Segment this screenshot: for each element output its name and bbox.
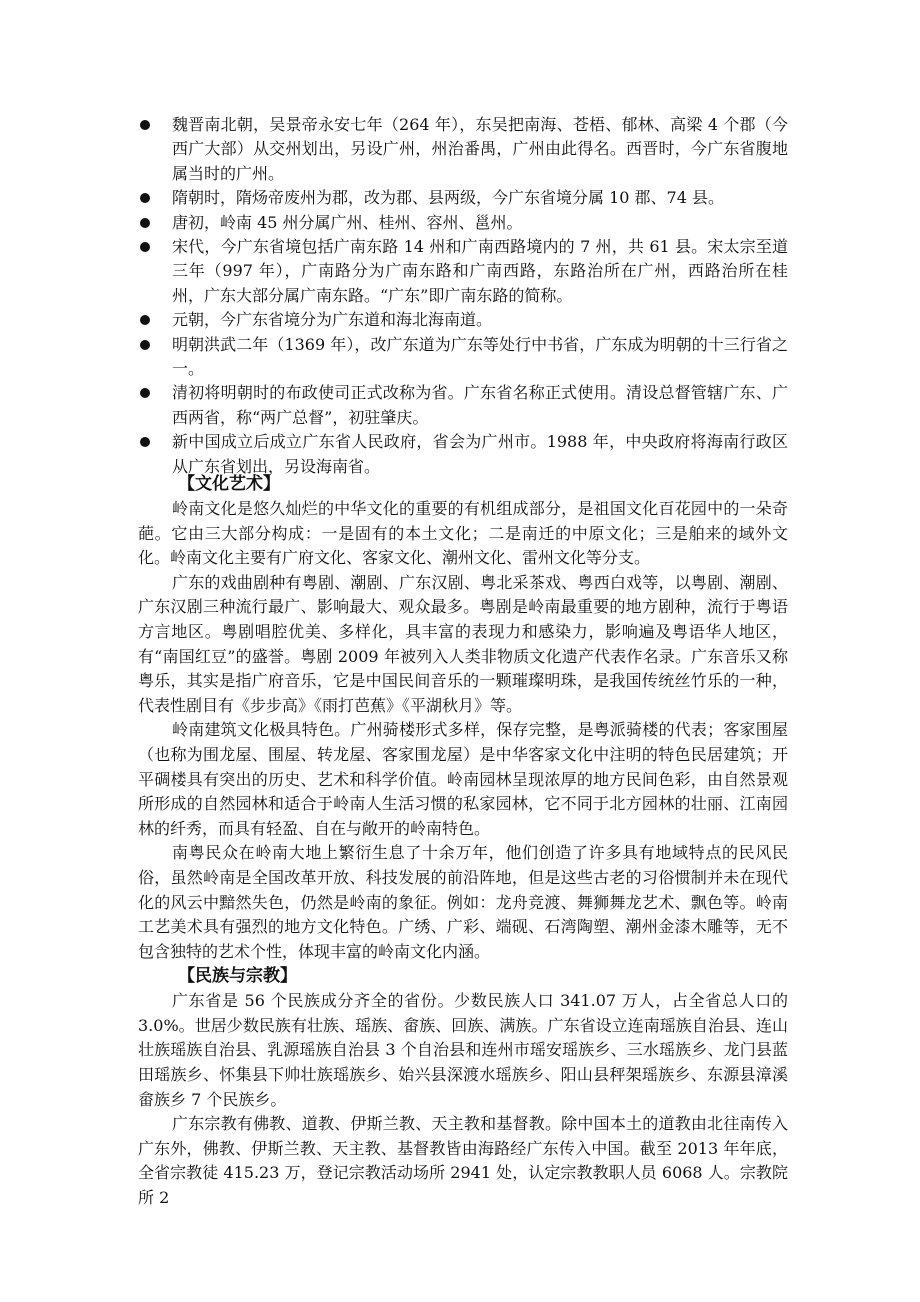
list-item [138, 381, 788, 430]
body-sections [138, 472, 788, 1211]
list-item-text: 隋朝时，隋炀帝废州为郡，改为郡、县两级，今广东省境分属 10 郡、74 县。 [172, 188, 724, 208]
list-item [138, 186, 788, 210]
paragraph: 岭南文化是悠久灿烂的中华文化的重要的有机组成部分，是祖国文化百花园中的一朵奇葩。它由三大部分构成：一是固有的本土文化；二是南迁的中原文化；三是舶来的域外文化。岭南文化主要有广府文化、客家文化、潮州文化、雷州文化等分支。 [138, 499, 788, 568]
bullet-icon [140, 193, 150, 203]
bullet-icon [140, 340, 150, 350]
history-bullet-list [138, 113, 788, 479]
paragraph: 岭南建筑文化极具特色。广州骑楼形式多样，保存完整，是粤派骑楼的代表；客家围屋（也称为围龙屋、围屋、转龙屋、客家围龙屋）是中华客家文化中注明的特色民居建筑；开平碉楼具有突出的历史、艺术和科学价值。岭南园林呈现浓厚的地方民间色彩，由自然景观所形成的自然园林和适合于岭南人生活习惯的私家园林，它不同于北方园林的壮丽、江南园林的纤秀，而具有轻盈、自在与敞开的岭南特色。 [138, 720, 788, 838]
list-item-text: 清初将明朝时的布政使司正式改称为省。广东省名称正式使用。清设总督管辖广东、广西两省，称“两广总督”，初驻肇庆。 [172, 383, 788, 427]
list-item-text: 元朝，今广东省境分为广东道和海北海南道。 [172, 310, 493, 330]
bullet-icon [140, 388, 150, 398]
paragraph: 南粤民众在岭南大地上繁衍生息了十余万年，他们创造了许多具有地域特点的民风民俗，虽然岭南是全国改革开放、科技发展的前沿阵地，但是这些古老的习俗惯制并未在现代化的风云中黯然失色，仍然是岭南的象征。例如：龙舟竞渡、舞狮舞龙艺术、飘色等。岭南工艺美术具有强烈的地方文化特色。广绣、广彩、端砚、石湾陶塑、潮州金漆木雕等，无不包含独特的艺术个性，体现丰富的岭南文化内涵。 [138, 843, 788, 961]
list-item-text: 新中国成立后成立广东省人民政府，省会为广州市。1988 年，中央政府将海南行政区从广东省划出，另设海南省。 [172, 432, 788, 476]
list-item-text: 宋代，今广东省境包括广南东路 14 州和广南西路境内的 7 州，共 61 县。宋太宗至道三年（997 年），广南路分为广南东路和广南西路，东路治所在广州，西路治所在桂州，广东大部分属广南东路。“广东”即广南东路的简称。 [172, 237, 788, 305]
list-item [138, 308, 788, 332]
paragraph: 广东的戏曲剧种有粤剧、潮剧、广东汉剧、粤北采茶戏、粤西白戏等，以粤剧、潮剧、广东汉剧三种流行最广、影响最大、观众最多。粤剧是岭南最重要的地方剧种，流行于粤语方言地区。粤剧唱腔优美、多样化，具丰富的表现力和感染力，影响遍及粤语华人地区，有“南国红豆”的盛誉。粤剧 2009 年被列入人类非物质文化遗产代表作名录。广东音乐又称粤乐，其实是指广府音乐，它是中国民间音乐的一颗璀璨明珠，是我国传统丝竹乐的一种，代表性剧目有《步步高》《雨打芭蕉》《平湖秋月》等。 [138, 572, 788, 715]
paragraph: 广东宗教有佛教、道教、伊斯兰教、天主教和基督教。除中国本土的道教由北往南传入广东外，佛教、伊斯兰教、天主教、基督教皆由海路经广东传入中国。截至 2013 年年底，全省宗教徒 415.23 万，登记宗教活动场所 2941 处，认定宗教教职人员 6068 人。宗教院所 2 [138, 1114, 788, 1208]
bullet-icon [140, 218, 150, 228]
section-heading-ethnic-religion: 【民族与宗教】 [178, 966, 297, 987]
bullet-icon [140, 315, 150, 325]
bullet-icon [140, 120, 150, 130]
list-item-text: 唐初，岭南 45 州分属广州、桂州、容州、邕州。 [172, 212, 523, 232]
section-heading-culture: 【文化艺术】 [178, 474, 280, 494]
list-item [138, 211, 788, 235]
bullet-icon [140, 242, 150, 252]
list-item [138, 333, 788, 382]
list-item [138, 235, 788, 308]
list-item-text: 明朝洪武二年（1369 年），改广东道为广东等处行中书省，广东成为明朝的十三行省之一。 [172, 334, 788, 379]
list-item-text: 魏晋南北朝，吴景帝永安七年（264 年），东吴把南海、苍梧、郁林、高梁 4 个郡（今西广大部）从交州划出，另设广州，州治番禺，广州由此得名。西晋时，今广东省腹地属当时的广州。 [172, 115, 788, 183]
paragraph: 广东省是 56 个民族成分齐全的省份。少数民族人口 341.07 万人，占全省总人口的 3.0%。世居少数民族有壮族、瑶族、畲族、回族、满族。广东省设立连南瑶族自治县、连山壮族瑶族自治县、乳源瑶族自治县 3 个自治县和连州市瑶安瑶族乡、三水瑶族乡、龙门县蓝田瑶族乡、怀集县下帅壮族瑶族乡、始兴县深渡水瑶族乡、阳山县秤架瑶族乡、东源县漳溪畲族乡 7 个民族乡。 [138, 991, 788, 1109]
bullet-icon [140, 437, 150, 447]
list-item [138, 113, 788, 186]
